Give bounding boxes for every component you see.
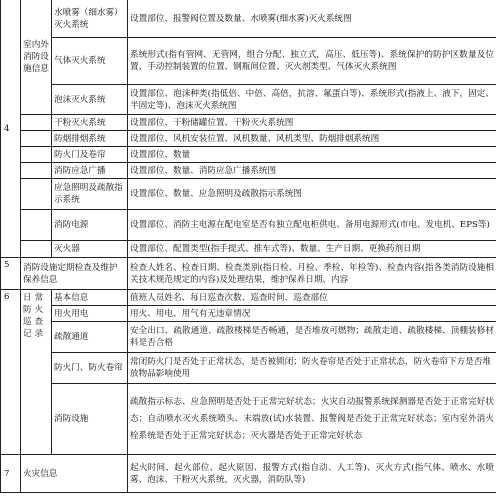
table-row bbox=[1, 306, 496, 322]
item-name: 消防电源 bbox=[52, 210, 128, 241]
row-category-continuation bbox=[21, 210, 52, 241]
item-name: 水喷雾（细水雾）灭火系统 bbox=[52, 0, 128, 38]
item-name: 防火门及卷帘 bbox=[52, 147, 128, 163]
row-category-continuation bbox=[21, 241, 52, 258]
table-row bbox=[1, 147, 496, 163]
item-name: 防火门、防火卷帘 bbox=[52, 353, 128, 384]
row-number: 7 bbox=[1, 455, 21, 493]
item-name: 干粉灭火系统 bbox=[52, 115, 128, 131]
item-content: 系统形式(指有管网、无管网，组合分配、独立式，高压、低压等)、系统保护的防护区数量及位置、手动控制装置的位置、钢瓶间位置、灭火剂类型、气体灭火系统图 bbox=[128, 38, 496, 85]
item-content: 常闭防火门是否处于正常状态，是否被锁闭；防火卷帘是否处于正常状态，防火卷帘下方是否堆放物品影响使用 bbox=[128, 353, 496, 384]
row-category: 日常防火巡查记录 bbox=[21, 290, 52, 455]
row-content: 检查人姓名、检查日期、检查类别(指日检、月检、季检、年检等)、检查内容(指各类消防设施相关技术规范规定的内容)及处理结果，维护保养日期、内容 bbox=[128, 258, 496, 290]
table-row bbox=[1, 353, 496, 384]
table-row bbox=[1, 455, 496, 493]
item-content: 疏散指示标志、应急照明是否处于正常完好状态；火灾自动报警系统探测器是否处于正常完好状态；自动喷水灭火系统喷头、末端放(试)水装置、报警阀是否处于正常完好状态；室内室外消火栓系统是否处于正常完好状态；灭火器是否处于正常完好状态 bbox=[128, 384, 496, 455]
item-content: 设置部位、数量 bbox=[128, 147, 496, 163]
item-content: 设置部位、消防主电源在配电室是否有独立配电柜供电、备用电源形式(市电、发电机、EPS等) bbox=[128, 210, 496, 241]
table-row bbox=[1, 210, 496, 241]
row-number: 6 bbox=[1, 290, 21, 455]
item-name: 气体灭火系统 bbox=[52, 38, 128, 85]
table-row bbox=[1, 258, 496, 290]
table-row bbox=[1, 384, 496, 455]
item-name: 消防应急广播 bbox=[52, 163, 128, 179]
table-row bbox=[1, 38, 496, 85]
item-name: 泡沫灭火系统 bbox=[52, 85, 128, 115]
item-name: 应急照明及疏散指示系统 bbox=[52, 179, 128, 210]
item-content: 设置部位、配置类型(指手提式、推车式等)、数量、生产日期、更换药剂日期 bbox=[128, 241, 496, 258]
item-content: 设置部位、数量、应急照明及疏散指示系统图 bbox=[128, 179, 496, 210]
item-name: 灭火器 bbox=[52, 241, 128, 258]
table-row bbox=[1, 290, 496, 306]
item-name: 消防设施 bbox=[52, 384, 128, 455]
item-name: 基本信息 bbox=[52, 290, 128, 306]
table-row bbox=[1, 131, 496, 147]
row-number: 4 bbox=[1, 0, 21, 258]
row-category: 消防设施定期检查及维护保养信息 bbox=[21, 258, 128, 290]
row-category-continuation bbox=[21, 115, 52, 131]
row-category-continuation bbox=[21, 163, 52, 179]
row-category-continuation bbox=[21, 179, 52, 210]
table-row bbox=[1, 241, 496, 258]
table-row bbox=[1, 163, 496, 179]
item-content: 用火、用电、用气有无违章情况 bbox=[128, 306, 496, 322]
table-row bbox=[1, 322, 496, 353]
item-name: 用火用电 bbox=[52, 306, 128, 322]
item-name: 疏散通道 bbox=[52, 322, 128, 353]
table-row bbox=[1, 85, 496, 115]
item-content: 安全出口、疏散通道、疏散楼梯是否畅通，是否堆放可燃物；疏散走道、疏散楼梯、顶棚装修材料是否合格 bbox=[128, 322, 496, 353]
item-content: 设置部位、干粉储罐位置、干粉灭火系统图 bbox=[128, 115, 496, 131]
row-category-continuation bbox=[21, 147, 52, 163]
table-row bbox=[1, 0, 496, 38]
row-category: 室内外消防设施信息 bbox=[21, 0, 52, 115]
row-category-continuation bbox=[21, 131, 52, 147]
item-content: 设置部位、泡沫种类(指低倍、中倍、高倍，抗溶、氟蛋白等)、系统形式(指液上、液下，固定、半固定等)、泡沫灭火系统图 bbox=[128, 85, 496, 115]
item-content: 设置部位、风机安装位置、风机数量、风机类型、防烟排烟系统图 bbox=[128, 131, 496, 147]
item-content: 设置部位、报警阀位置及数量、水喷雾(细水雾)灭火系统图 bbox=[128, 0, 496, 38]
row-number: 5 bbox=[1, 258, 21, 290]
row-category: 火灾信息 bbox=[21, 455, 128, 493]
item-content: 值班人员姓名、每日巡查次数、巡查时间、巡查部位 bbox=[128, 290, 496, 306]
row-content: 起火时间、起火部位、起火原因、报警方式(指自动、人工等)、灭火方式(指气体、喷水、水喷雾、泡沫、干粉灭火系统，灭火器，消防队等) bbox=[128, 455, 496, 493]
item-name: 防烟排烟系统 bbox=[52, 131, 128, 147]
table-row bbox=[1, 115, 496, 131]
table-row bbox=[1, 179, 496, 210]
item-content: 设置部位、数量、消防应急广播系统图 bbox=[128, 163, 496, 179]
